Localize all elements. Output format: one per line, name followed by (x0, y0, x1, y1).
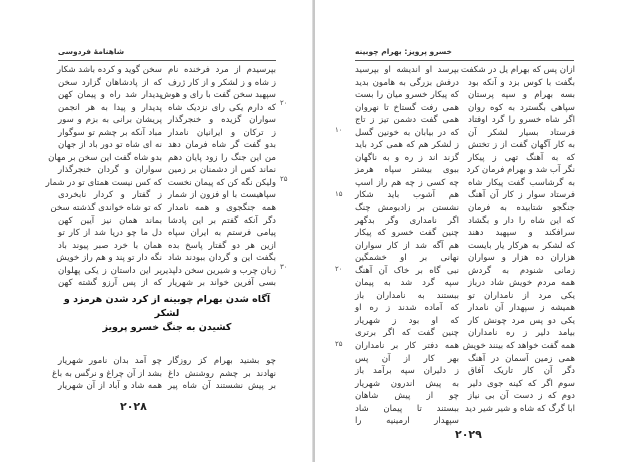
verse-line: نگر آب شد و بهرام فرمان کرد (466, 165, 575, 176)
verse-line: دگر آن کار تاریک آفاق (468, 366, 575, 377)
verse-line: یکی مرد از نامداران تو (468, 290, 575, 301)
page-number: ۲۰۲۹ (455, 428, 482, 441)
verse-line: همی گفت دشمن تیز ز تاج (355, 115, 459, 126)
running-head: شاهنامهٔ فردوسی (58, 47, 125, 56)
left-page (0, 0, 314, 462)
header-rule (355, 60, 574, 61)
verse-number-marker: ۲۰ (335, 265, 343, 273)
verse-line: سواران و گردان خنجرگذار (58, 165, 162, 176)
verse-line: اگر شاه خسرو را گرد اوفتاد (468, 115, 575, 126)
verse-column-left (45, 64, 162, 290)
verse-column-right (168, 355, 276, 393)
verse-line: پدیدار و پیدا به هر انجمن (58, 102, 162, 113)
verse-line: همان با خرد صبر پیوند باد (58, 240, 162, 251)
verse-column-right (460, 64, 575, 415)
verse-line: که پیکار خسرو میان را بست (355, 90, 459, 101)
verse-line: همه گفت خواهد که بینند خویش (462, 341, 575, 352)
verse-line: بگفت با کوس بزد و آنکه بود (468, 77, 575, 88)
verse-line: ز لشکر هم که همی کرد باید (355, 140, 459, 151)
verse-line: که در بیابان به خونین گسل (355, 127, 459, 138)
verse-line: هم آگه شد از کار سواران (355, 240, 459, 251)
verse-line: نهادند بر چشم روشنش داغ (168, 368, 276, 379)
verse-line: بیامد دلیر ز ره نامداران (468, 328, 575, 339)
verse-line: هم آشوب باید شکار (355, 190, 459, 201)
header-rule (58, 60, 276, 61)
verse-line: همیشه ز سپهدار آن نامدار (468, 303, 575, 314)
verse-line: ازان پس که بهرام یل در شکفت (460, 65, 575, 75)
verse-line: نبی گاه بر خاک آن آهنگ (355, 265, 459, 276)
verse-line: بگفت این و گردان ببودند شاد (168, 253, 276, 264)
verse-line: پدیدار شد راه و پیمان کهن (58, 90, 162, 101)
verse-line: مباد آنکه بر چشم تو سوگوار (58, 127, 162, 138)
verse-line: که دارم یکی رای نزدیک شاه (168, 102, 276, 113)
right-page (315, 0, 629, 462)
verse-line: همی زمین آسمان در آهنگ (468, 353, 575, 364)
verse-line: دگر آنکه گفتم بر این پادشا (168, 215, 276, 226)
verse-line: دل ما چو دریا شد از کار تو (58, 228, 162, 239)
verse-line: به پیش اندرون شهریار (355, 378, 459, 389)
verse-line: که او بود ز شهریار (355, 315, 459, 326)
verse-line: چو آمد بدان نامور شهریار (58, 356, 162, 366)
verse-line: بدو گفت گر شاه فرمان دهد (168, 140, 276, 151)
verse-line: ز دلیران سپه برآمد باز (355, 366, 459, 377)
section-heading-line: آگاه شدن بهرام چوبینه از کرد شدن هرمزد و لشکر (63, 294, 271, 319)
verse-column-left (355, 64, 459, 428)
verse-line: دوم که ز دست آن بی نیاز (468, 391, 575, 402)
verse-line: همه جنگجوی و همه نامدار (168, 203, 276, 214)
verse-line: چو بشنید بهرام کز روزگار (168, 356, 276, 366)
verse-line: بدو شاه گفت این سخن بر مهان (48, 152, 162, 163)
verse-line: ابا گرگ که شاه و شیر شیر دید (464, 403, 575, 414)
verse-line: چنین گفت خسرو که پیکار (355, 228, 459, 239)
verse-line: بسی آفرین خواند بر شهریار (168, 278, 276, 289)
verse-line: نگه دار تو پند و هم راز خویش (56, 253, 162, 264)
verse-line: چو از پیش شاهان (355, 391, 459, 402)
verse-line: به کار آگهان گفت از ز تختش (468, 140, 575, 151)
verse-line: بسه بهرام و سپه پرستان (468, 90, 575, 101)
verse-line: ز گفتار و کردار نابخردی (58, 190, 162, 201)
verse-line: ولیکن نگه کن که پیمان نخست (167, 177, 276, 188)
verse-line: من این جنگ را زود پایان دهم (168, 152, 276, 163)
verse-line: یکی دو پس مرد چونش کار (468, 315, 575, 326)
verse-line: سپه گرد شد به پیمان (355, 278, 459, 289)
verse-column-right (160, 64, 276, 290)
section-heading-line: کشیدن به جنگ خسرو پرویز (102, 322, 232, 333)
verse-line: فرستاد سوار ز کار آن آهنگ (468, 190, 575, 201)
verse-line: همه مردم خویش شاد درباز (468, 278, 575, 289)
verse-number-marker: ۲۰ (280, 99, 288, 107)
verse-line: فرستاد بسیار لشکر آن (468, 127, 575, 138)
verse-line: سواران گزیده و خنجرگذار (168, 115, 276, 126)
verse-line: که کس نیست همتای تو در شمار (45, 177, 162, 188)
verse-line: که لشکر به هرکار یار بایست (468, 240, 575, 251)
verse-column-left (52, 355, 162, 393)
verse-line: چه کسی ز چه هم راز اسپ (355, 177, 459, 188)
verse-line: گزند اند ز ره و به ناگهان (355, 152, 459, 163)
section-heading (58, 293, 276, 335)
page-number: ۲۰۲۸ (120, 400, 147, 413)
verse-line: نماند کس از دشمنان بر زمین (168, 165, 276, 176)
verse-line: نهانی بر او خشمگین (355, 253, 459, 264)
verse-line: همه دفتر کار بر نامداران (355, 341, 459, 352)
verse-line: بر پیش نشستند آن شاه پیر (168, 381, 276, 392)
verse-line: سخن گوید و کرده باشد شکار (56, 65, 162, 75)
verse-line: به گرشاسب گفت پیکار شاه (468, 177, 575, 188)
verse-line: که از پس آرزو گشته کهن (58, 278, 162, 289)
verse-line: ز ترکان و ایرانیان نامدار (168, 127, 276, 138)
verse-line: اگر نامداری وگر بدگهر (355, 215, 459, 226)
verse-number-marker: ۲۵ (335, 340, 343, 348)
verse-number-marker: ۱۵ (335, 190, 343, 198)
verse-line: سپهبد سخن گفت با رای و هوش (160, 90, 276, 101)
verse-line: درفش بزرگی به هامون بدید (355, 77, 459, 88)
verse-line: بهر کار از آن پس (355, 353, 459, 364)
verse-line: بشد از آن چراغ و نرگس به باغ (52, 368, 162, 379)
verse-line: که از پادشاهان گزارد سخن (58, 77, 162, 88)
verse-line: ازین هر دو گفتار پاسخ بده (168, 240, 276, 251)
verse-line: زمانی شنودم به گردش (468, 265, 575, 276)
verse-line: ببستند به نامداران باز (355, 290, 459, 301)
verse-line: ز شاه و ز لشکر و از کار ژرف (168, 77, 276, 88)
verse-line: چنین گفت که اگر برتری (355, 328, 459, 339)
verse-line: بماند همان نیز آیین کهن (58, 215, 162, 226)
verse-line: سپاهیست با او فزون از شمار (168, 190, 276, 201)
verse-line: ببستند تا پیمان شاد (355, 403, 459, 414)
verse-line: سپهدار ارمینیه را (355, 416, 459, 427)
verse-line: زبان چرب و شیرین سخن دلپذیر (161, 265, 276, 276)
verse-line: که آماده شدند ز ره او (355, 303, 459, 314)
verse-line: نه ای شاه تو دور باد از جهان (58, 140, 162, 151)
verse-number-marker: ۲۵ (280, 175, 288, 183)
verse-line: نشستن بر زادبومش چنگ (355, 203, 459, 214)
verse-number-marker: ۱۰ (335, 126, 343, 134)
verse-line: سپاهی بگسترد به کوه روان (468, 102, 575, 113)
verse-line: که این شاه را دار و بگشاد (468, 215, 575, 226)
verse-line: که به آهنگ تهی ز پیکار (468, 152, 575, 163)
verse-line: جنگجو شتابیده به فرمان (468, 203, 575, 214)
verse-line: بپرسیدم از مرد فرخنده نام (168, 65, 276, 75)
verse-line: ببوی بیشتر سپاه هرمز (355, 165, 459, 176)
verse-line: بر این داستان ز یکی پهلوان (58, 265, 162, 276)
verse-number-marker: ۳۰ (280, 263, 288, 271)
verse-line: پیامی فرستم به ایران سپاه (168, 228, 276, 239)
verse-line: پریشان برانی به بزم و سور (58, 115, 162, 126)
verse-line: همی رفت گستاخ تا نهروان (355, 102, 459, 113)
verse-line: سوم اگر که کینه جوی دلیر (468, 378, 575, 389)
running-head: خسرو پرویز: بهرام چوبینه (355, 47, 452, 56)
verse-line: همه شاد و آباد از آن شهریار (58, 381, 162, 392)
verse-line: بپرسد او اندیشه او بپرسید (355, 65, 459, 75)
verse-line: که تو شاه خواندی گذشته سخن (50, 203, 162, 214)
verse-line: هزاران ده هزار و سواران (468, 253, 575, 264)
verse-line: سرافکند و سپهبد دهند (468, 228, 575, 239)
